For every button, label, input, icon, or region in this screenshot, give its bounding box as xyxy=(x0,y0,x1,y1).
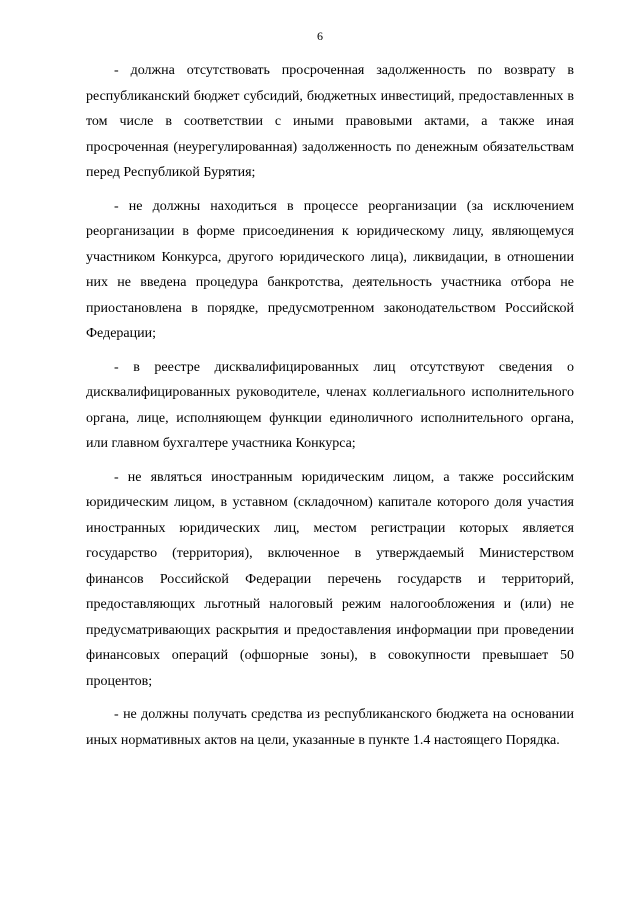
document-body xyxy=(86,58,574,761)
paragraph-debt-requirement: - должна отсутствовать просроченная задолженность по возврату в республиканский бюджет субсидий, бюджетных инвестиций, предоставленных в том числе в соответствии с иными правовыми актами, а также иная просроченная (неурегулированная) задолженность по денежным обязательствам перед Республикой Бурятия; xyxy=(86,63,574,180)
paragraph-other-funding-requirement: - не должны получать средства из республиканского бюджета на основании иных нормативных актов на цели, указанные в пункте 1.4 настоящего Порядка. xyxy=(86,707,574,748)
paragraph-reorganization-requirement: - не должны находиться в процессе реорганизации (за исключением реорганизации в форме присоединения к юридическому лицу, являющемуся участником Конкурса, другого юридического лица), ликвидации, в отношении них не введена процедура банкротства, деятельность участника отбора не приостановлена в порядке, предусмотренном законодательством Российской Федерации; xyxy=(86,198,574,341)
paragraph-foreign-entity-requirement: - не являться иностранным юридическим лицом, а также российским юридическим лицом, в уставном (складочном) капитале которого доля участия иностранных юридических лиц, местом регистрации которых является государство (территория), включенное в утверждаемый Министерством финансов Российской Федерации перечень государств и территорий, предоставляющих льготный налоговый режим налогообложения и (или) не предусматривающих раскрытия и предоставления информации при проведении финансовых операций (офшорные зоны), в совокупности превышает 50 процентов; xyxy=(86,469,574,689)
page-number: 6 xyxy=(317,29,323,43)
paragraph-disqualified-persons-requirement: - в реестре дисквалифицированных лиц отсутствуют сведения о дисквалифицированных руководителе, членах коллегиального исполнительного органа, лице, исполняющем функции единоличного исполнительного органа, или главном бухгалтере участника Конкурса; xyxy=(86,359,574,451)
